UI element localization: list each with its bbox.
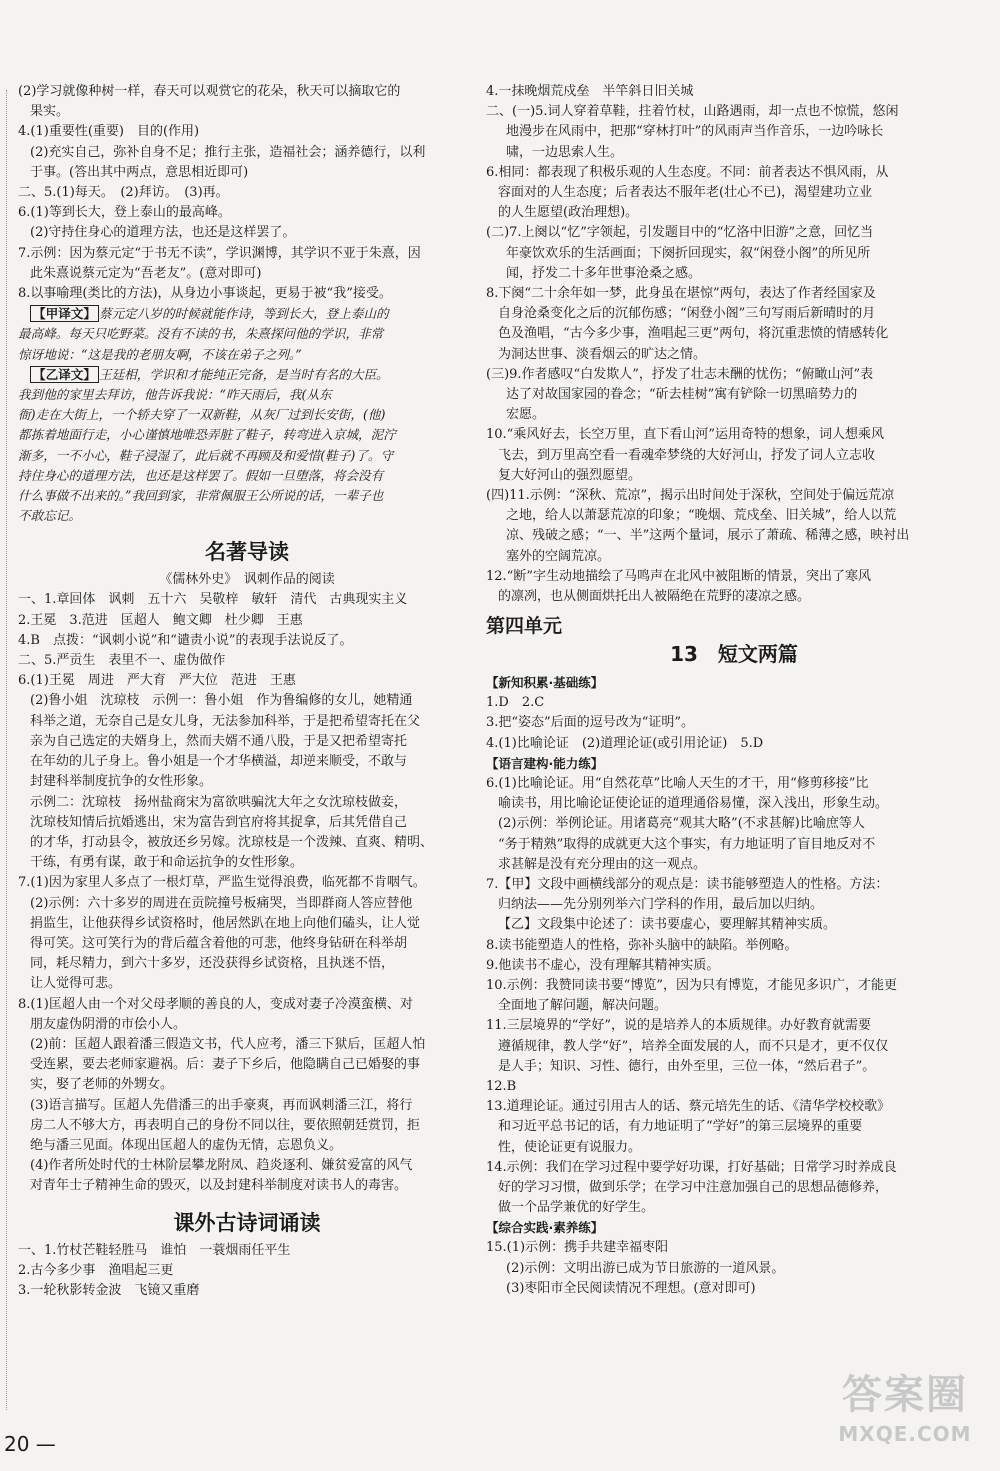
text-line: (2)充实自己，弥补自身不足；推行主张，造福社会；涵养德行，以利 [30,144,426,160]
text-line: 科举之道，无奈自己是女儿身，无法参加科举，于是把希望寄托在父 [30,713,421,729]
text-line: 宏愿。 [506,407,546,423]
text-line: “务于精熟”取得的成就更大这个事实，有力地证明了盲目地反对不 [498,836,876,852]
text-line: 在年幼的儿子身上。鲁小姐是一个才华横溢，却逆来顺受，不敢与 [30,754,408,770]
translation-block [18,304,476,526]
text-line: 之地，给人以萧瑟荒凉的印象；“晚烟、荒戍垒、旧关城”，给人以荒 [506,508,897,524]
text-line: (2)学习就像种树一样，春天可以观赏它的花朵，秋天可以摘取它的 [18,84,401,99]
text-line: 实，娶了老师的外甥女。 [30,1077,174,1093]
text-line: 一、1.章回体 讽刺 五十六 吴敬梓 敏轩 清代 古典现实主义 [18,592,408,608]
text-line: 2.古今多少事 渔唱起三更 [18,1262,174,1278]
text-line: (四)11.示例：“深秋、荒凉”，揭示出时间处于深秋，空间处于偏远荒凉 [486,488,895,504]
text-line: 示例二：沈琼枝 扬州盐商宋为富欲哄骗沈大年之女沈琼枝做妾， [30,794,408,810]
text-line: 复大好河山的强烈愿望。 [498,467,642,483]
section-title-kewai: 课外古诗词诵读 [173,1210,321,1235]
text-line: 封建科举制度抗争的女性形象。 [30,774,213,790]
jia-label: 【甲译文】 [30,305,99,322]
text-line: 于事。(答出其中两点，意思相近即可) [30,164,249,180]
translation-line: 惊讶地说：“这是我的老朋友啊，不该在弟子之列。” [18,346,302,362]
text-line: 沈琼枝知情后抗婚逃出，宋为富告到官府将其捉拿，后其凭借自己 [30,814,408,830]
text-line: 7.示例：因为蔡元定“于书无不读”，学识渊博，其学识不亚于朱熹，因 [18,245,421,261]
text-line: (2)前：匡超人跟着潘三假造文书，代人应考，潘三下狱后，匡超人怕 [30,1036,426,1052]
text-line: 3.把“姿态”后面的逗号改为“证明”。 [486,715,694,731]
translation-line: 都拣着地面行走，小心谨慎地唯恐弄脏了鞋子，转弯进入京城，泥泞 [18,427,396,443]
text-line: 的人生愿望(政治理想)。 [498,205,639,221]
translation-line: 【甲译文】 蔡元定八岁的时候就能作诗，等到长大，登上泰山的 [18,304,476,324]
text-line: 干练，有勇有谋，敢于和命运抗争的女性形象。 [30,855,304,871]
text-line: 为洞达世事、淡看烟云的旷达之情。 [498,346,707,362]
mingzhu-answers [18,590,476,1196]
text-line: (2)守持住身心的道理方法，也还是这样罢了。 [30,225,296,241]
text-line: 得可笑。这可笑行为的背后蕴含着他的可悲，他终身钻研在科举胡 [30,935,408,951]
text-line: 亲为自己选定的夫婿身上，然而夫婿不通八股，于是又把希望寄托 [30,733,408,749]
text-line: 是人手；知识、习性、德行，由外至里，三位一体，“然后君子”。 [498,1058,876,1074]
text-line: 地漫步在风雨中，把那“穿林打叶”的风雨声当作音乐，一边吟咏长 [506,124,884,140]
unit-heading: 第四单元 [486,615,563,638]
text-line: 4.B 点拨：“讽刺小说”和“谴责小说”的表现手法说反了。 [18,632,353,648]
text-line: 6.相同：都表现了积极乐观的人生态度。不同：前者表达不惧风雨，从 [486,164,889,180]
text-line: 做一个品学兼优的好学生。 [498,1200,655,1216]
translation-line: 最高峰。每天只吃野菜。没有不读的书，朱熹探问他的学识，非常 [18,326,384,342]
text-line: 遵循规律，教人学“好”，培养全面发展的人，而不只是才，更不仅仅 [498,1038,889,1054]
text-line: 朋友虚伪阴滑的市侩小人。 [30,1016,187,1032]
text-line: 9.他读书不虚心，没有理解其精神实质。 [486,957,720,973]
text-line: 15.(1)示例：携手共建幸福枣阳 [486,1240,669,1256]
text-line: (3)枣阳市全民阅读情况不理想。(意对即可) [506,1280,756,1296]
practice-tag: 【新知积累·基础练】 [486,675,604,691]
text-line: 8.(1)匡超人由一个对父母孝顺的善良的人，变成对妻子冷漠蛮横、对 [18,996,413,1012]
text-line: (二)7.上阕以“忆”字领起，引发题目中的“忆洛中旧游”之意，回忆当 [486,225,874,241]
text-line: 二、5.(1)每天。 (2)拜访。 (3)再。 [18,185,229,201]
practice-tag: 【语言建构·能力练】 [486,755,604,771]
text-line: 性，使论证更有说服力。 [498,1139,642,1155]
text-line: 6.(1)等到长大，登上泰山的最高峰。 [18,205,231,221]
text-line: 的凛冽，也从侧面烘托出人被隔绝在荒野的凄凉之感。 [498,589,811,605]
text-line: 14.示例：我们在学习过程中要学好功课，打好基础；日常学习时养成良 [486,1159,897,1175]
text-line: 对青年士子精神生命的毁灭，以及封建科举制度对读书人的毒害。 [30,1178,408,1194]
text-line: 全面地了解问题，解决问题。 [498,998,668,1014]
translation-line: 不敢忘记。 [18,508,81,524]
text-line: 8.以事喻理(类比的方法)，从身边小事谈起，更易于被“我”接受。 [18,286,392,302]
text-line: 塞外的空阔荒凉。 [506,548,611,564]
page-number: 20 — [4,1432,56,1456]
text-line: 的才华，打动县令，被放还乡另嫁。沈琼枝是一个泼辣、直爽、精明、 [30,834,434,850]
text-line: (4)作者所处时代的士林阶层攀龙附凤、趋炎逐利、嫌贫爱富的风气 [30,1158,413,1174]
section-subtitle: 《儒林外史》 讽刺作品的阅读 [159,572,335,588]
text-line: 3.一轮秋影转金波 飞镜又重磨 [18,1282,200,1298]
right-column [486,82,982,1299]
text-line: 10.示例：我赞同读书要“博览”，因为只有博览，才能见多识广，才能更 [486,977,897,993]
text-line: 喻读书，用比喻论证使论证的道理通俗易懂，深入浅出，形象生动。 [498,796,889,812]
text-line: 二、5.严贡生 表里不一、虚伪做作 [18,653,226,669]
text-line: 求甚解是没有充分理由的这一观点。 [498,856,707,872]
text-line: 13.道理论证。通过引用古人的话、蔡元培先生的话、《清华学校校歌》 [486,1099,891,1115]
text-line: 一、1.竹杖芒鞋轻胜马 谁怕 一蓑烟雨任平生 [18,1242,291,1258]
translation-line: 衙)走在大街上，一个轿夫穿了一双新鞋，从灰厂过到长安街，(他) [18,407,386,423]
text-line: 2.王冕 3.范进 匡超人 鲍文卿 杜少卿 王惠 [18,612,303,628]
translation-line: 持住身心的道理方法，也还是这样罢了。假如一旦堕落，将会没有 [18,467,384,483]
text-line: 同，耗尽精力，到六十多岁，还没获得乡试资格，且执迷不悟， [30,956,395,972]
lesson-title: 13 短文两篇 [670,642,798,667]
binding-edge [0,90,7,1410]
text-line: (3)语言描写。匡超人先借潘三的出手豪爽，再而讽刺潘三江，将行 [30,1097,413,1113]
text-line: 【乙】文段集中论述了：读书要虚心，要理解其精神实质。 [498,917,837,933]
text-line: 12.B [486,1078,517,1094]
text-line: (2)鲁小姐 沈琼枝 示例一：鲁小姐 作为鲁编修的女儿，她精通 [30,693,413,709]
text-line: 10.“乘风好去，长空万里，直下看山河”运用奇特的想象，词人想乘风 [486,427,884,443]
text-line: 年豪饮欢乐的生活画面；下阕折回现实，叙“闲登小阁”的所见所 [506,245,871,261]
left-column [18,82,476,1301]
text-line: 让人觉得可悲。 [30,976,122,992]
answer-block-left-top [18,82,476,304]
practice-tag: 【综合实践·素养练】 [486,1220,604,1236]
translation-line: 什么事做不出来的。”我回到家，非常佩服王公所说的话，一辈子也 [18,488,384,504]
text-line: 房二人不够大方，再表明自己的身份不同以往，要依照朝廷赏罚，拒 [30,1117,421,1133]
text-line: 好的学习习惯，做到乐学；在学习中注意加强自己的思想品德修养， [498,1179,889,1195]
text-line: 7.(1)因为家里人多点了一根灯草，严监生觉得浪费，临死都不肯咽气。 [18,875,426,891]
text-line: 6.(1)王冕 周进 严大育 严大位 范进 王惠 [18,673,296,689]
text-line: 达了对故国家园的眷念；“斫去桂树”寓有铲除一切黑暗势力的 [506,387,858,403]
text-line: 受连累，要去老师家避祸。后：妻子下乡后，他隐瞒自己已婚娶的事 [30,1057,421,1073]
text-line: 归纳法——先分别列举六门学科的作用，最后加以归纳。 [498,897,824,913]
text-line: (2)示例：举例论证。用诸葛亮“观其大略”(不求甚解)比喻庶等人 [498,816,865,832]
watermark-logo [820,1370,990,1465]
text-line: 果实。 [30,104,70,120]
section-title-mingzhu: 名著导读 [205,540,289,565]
text-line: 1.D 2.C [486,695,545,711]
text-line: 啸，一边思索人生。 [506,144,624,160]
text-line: 色及渔唱，“古今多少事，渔唱起三更”两句，将沉重悲愤的情感转化 [498,326,889,342]
yi-label: 【乙译文】 [30,366,99,383]
text-line: 自身沧桑变化之后的沉郁伤感；“闲登小阁”三句写雨后新晴时的月 [498,306,876,322]
text-line: 8.下阕“二十余年如一梦，此身虽在堪惊”两句，表达了作者经国家及 [486,286,876,302]
watermark-url: MXQE.COM [838,1422,972,1446]
text-line: 7.【甲】文段中画横线部分的观点是：读书能够塑造人的性格。方法： [486,876,889,892]
text-line: 捐监生，让他获得乡试资格时，他居然趴在地上向他们磕头，让人觉 [30,915,421,931]
text-line: (2)示例：文明出游已成为节日旅游的一道风景。 [506,1260,785,1276]
watermark-mark: 答案圈 [842,1372,968,1418]
text-line: 8.读书能塑造人的性格，弥补头脑中的缺陷。举例略。 [486,937,798,953]
text-line: 6.(1)比喻论证。用“自然花草”比喻人天生的才干，用“修剪移接”比 [486,775,869,791]
text-line: 4.(1)重要性(重要) 目的(作用) [18,124,200,140]
text-line: (三)9.作者感叹“白发欺人”，抒发了壮志未酬的忧伤；“俯瞰山河”表 [486,366,874,382]
text-line: 容面对的人生态度；后者表达不服年老(壮心不已)，渴望建功立业 [498,185,873,201]
text-line: 11.三层境界的“学好”，说的是培养人的本质规律。办好教育就需要 [486,1018,871,1034]
text-line: 此朱熹说蔡元定为“吾老友”。(意对即可) [30,265,262,281]
text-line: 闻，抒发二十多年世事沧桑之感。 [506,265,702,281]
text-line: 和习近平总书记的话，有力地证明了“学好”的第三层境界的重要 [498,1119,863,1135]
text-line: (2)示例：六十多岁的周进在贡院撞号板痛哭，当即群商人答应替他 [30,895,413,911]
translation-line: 渐多，一不小心，鞋子浸湿了，此后就不再顾及和爱惜(鞋子)了。守 [18,447,394,463]
text-line: 二、(一)5.词人穿着草鞋，拄着竹杖，山路遇雨，却一点也不惊慌，悠闲 [486,104,899,120]
text-line: 4.(1)比喻论证 (2)道理论证(或引用论证) 5.D [486,735,764,751]
translation-line: 我到他的家里去拜访，他告诉我说：“昨天雨后，我(从东 [18,387,332,403]
text-line: 绝与潘三见面。体现出匡超人的虚伪无情，忘恩负义。 [30,1137,343,1153]
text-line: 12.“断”字生动地描绘了马鸣声在北风中被阻断的情景，突出了寒风 [486,568,871,584]
text-line: 飞去，到万里高空看一看魂牵梦绕的大好河山，抒发了词人立志收 [498,447,876,463]
kewai-answers [18,1241,476,1302]
text-line: 凉、残破之感；“一、半”这两个量词，展示了萧疏、稀薄之感，映衬出 [506,528,910,544]
translation-line: 【乙译文】 王廷相，学识和才能纯正完备，是当时有名的大臣。 [18,365,476,385]
text-line: 4.一抹晚烟荒戍垒 半竿斜日旧关城 [486,84,694,99]
